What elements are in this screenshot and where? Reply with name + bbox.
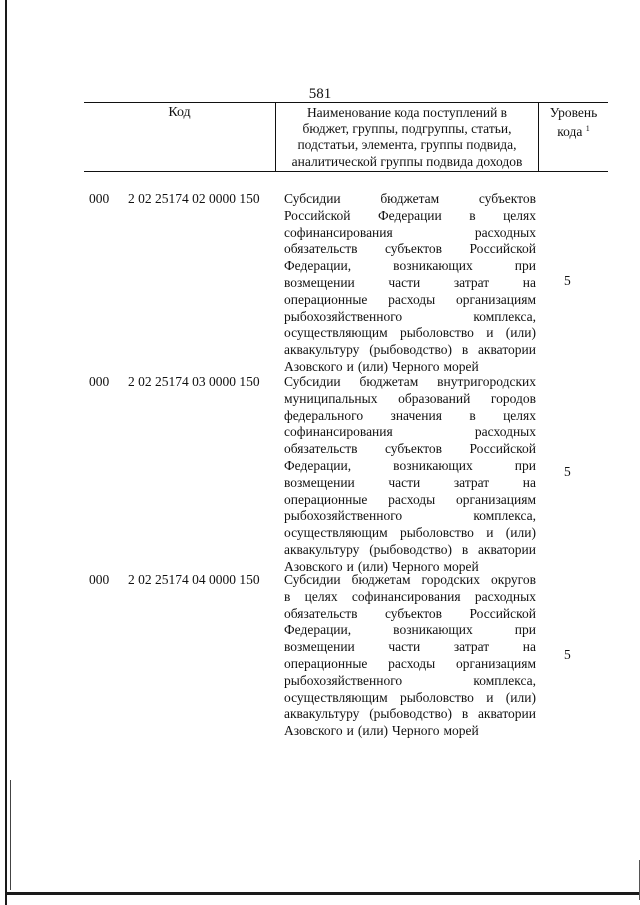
word: и [346, 723, 354, 739]
word: обязательств [284, 605, 358, 621]
word: морей [443, 723, 479, 739]
text-line [284, 656, 536, 673]
word: расходы [388, 291, 436, 307]
header-level-line: Уровень [549, 105, 598, 120]
word: рыбохозяйственного [284, 672, 403, 688]
word: Российской [469, 441, 536, 457]
word: возникающих [393, 457, 473, 473]
word: расходы [388, 655, 436, 671]
word: софинансирования [284, 224, 393, 240]
word: в [469, 207, 476, 223]
word: образований [398, 390, 471, 406]
word: части [388, 474, 421, 490]
scan-left-border [5, 0, 7, 905]
word: организациям [455, 655, 536, 671]
revenue-name [284, 572, 536, 740]
word: внутригородских [437, 374, 536, 389]
text-line [284, 690, 536, 707]
word: осуществляющим [284, 325, 388, 341]
word: операционные [284, 491, 368, 507]
word: обязательств [284, 441, 358, 457]
word: (рыбоводство) [369, 706, 453, 722]
word: бюджетам [359, 374, 419, 389]
word: части [388, 639, 421, 655]
word: осуществляющим [284, 525, 388, 541]
text-line [284, 589, 536, 606]
text-line [284, 208, 536, 225]
word: Федерации, [284, 258, 352, 274]
word: субъектов [478, 191, 536, 206]
table-header [84, 102, 608, 172]
word: и [486, 689, 494, 705]
header-level [539, 105, 608, 140]
word: при [514, 258, 536, 274]
word: морей [443, 358, 479, 374]
word: аквакультуру [284, 541, 360, 557]
word: части [388, 274, 421, 290]
admin-code: 000 [89, 191, 110, 206]
text-line [284, 342, 536, 359]
text-line [284, 706, 536, 723]
word: городских [421, 572, 481, 587]
word: Азовского [284, 723, 343, 739]
word: возмещении [284, 639, 355, 655]
word: (рыбоводство) [369, 342, 453, 358]
word: на [522, 639, 536, 655]
word: целях [304, 588, 338, 604]
header-level-text: кода [557, 124, 583, 140]
word: Азовского [284, 558, 343, 574]
word: Черного [392, 558, 440, 574]
word: Федерации, [284, 457, 352, 473]
text-line [284, 309, 536, 326]
word: возмещении [284, 274, 355, 290]
word: софинансирования [284, 424, 393, 440]
text-line [284, 639, 536, 656]
word: и [346, 558, 354, 574]
word: Азовского [284, 358, 343, 374]
text-line [284, 441, 536, 458]
word: округов [491, 572, 536, 587]
word: рыболовство [399, 325, 474, 341]
text-line [284, 374, 536, 391]
text-line [284, 572, 536, 589]
word: организациям [455, 491, 536, 507]
text-line [284, 325, 536, 342]
revenue-code: 2 02 25174 02 0000 150 [128, 191, 260, 206]
scan-bottom-border [5, 892, 640, 895]
word: расходы [388, 491, 436, 507]
text-line [284, 673, 536, 690]
level-value: 5 [564, 273, 571, 288]
text-line [284, 458, 536, 475]
level-value: 5 [564, 464, 571, 479]
text-line [284, 424, 536, 441]
text-line [284, 525, 536, 542]
footnote-marker: 1 [585, 124, 590, 134]
text-line [284, 408, 536, 425]
word: затрат [453, 474, 490, 490]
word: комплекса, [473, 508, 536, 524]
admin-code: 000 [89, 374, 110, 389]
word: возмещении [284, 474, 355, 490]
word: бюджетам [380, 191, 440, 206]
word: рыболовство [399, 689, 474, 705]
word: (или) [505, 325, 536, 341]
text-line [284, 241, 536, 258]
word: в [461, 342, 469, 358]
header-level-line [539, 121, 608, 140]
word: Российской [469, 241, 536, 257]
word: целях [503, 207, 536, 223]
word: (или) [357, 723, 389, 739]
text-line [284, 542, 536, 559]
word: комплекса, [473, 672, 536, 688]
word: Субсидии [284, 572, 341, 587]
word: значения [390, 407, 442, 423]
text-line [284, 191, 536, 208]
text-line [284, 508, 536, 525]
revenue-code: 2 02 25174 03 0000 150 [128, 374, 260, 389]
revenue-name [284, 374, 536, 576]
word: акватории [477, 706, 536, 722]
word: операционные [284, 655, 368, 671]
word: (или) [357, 558, 389, 574]
word: софинансирования [351, 588, 461, 604]
word: Федерации [378, 207, 442, 223]
word: при [514, 622, 536, 638]
text-line [284, 292, 536, 309]
word: затрат [453, 274, 490, 290]
word: в [461, 706, 469, 722]
word: акватории [477, 541, 536, 557]
level-value: 5 [564, 647, 571, 662]
word: аквакультуру [284, 706, 360, 722]
text-line [284, 275, 536, 292]
word: на [522, 474, 536, 490]
text-line [284, 258, 536, 275]
word: морей [443, 558, 479, 574]
word: рыболовство [399, 525, 474, 541]
word: и [486, 525, 494, 541]
word: Российской [284, 207, 351, 223]
word: субъектов [384, 241, 443, 257]
word: при [514, 457, 536, 473]
header-code: Код [168, 105, 191, 120]
word: комплекса, [473, 308, 536, 324]
word: Федерации, [284, 622, 352, 638]
word: возникающих [393, 258, 473, 274]
word: возникающих [393, 622, 473, 638]
word: субъектов [384, 605, 443, 621]
word: в [469, 407, 476, 423]
word: (или) [505, 689, 536, 705]
word: в [461, 541, 469, 557]
word: Российской [469, 605, 536, 621]
word: муниципальных [284, 390, 378, 406]
word: Черного [392, 723, 440, 739]
word: операционные [284, 291, 368, 307]
header-name-line: подстатьи, элемента, группы подвида, [297, 137, 517, 153]
header-name-line: Наименование кода поступлений в [306, 105, 508, 120]
word: рыбохозяйственного [284, 308, 403, 324]
word: (или) [505, 525, 536, 541]
admin-code: 000 [89, 572, 110, 587]
header-name-line: аналитической группы подвида доходов [291, 153, 523, 169]
text-line [284, 622, 536, 639]
word: расходных [474, 224, 536, 240]
word: городов [490, 390, 536, 406]
word: и [486, 325, 494, 341]
text-line [284, 606, 536, 623]
word: на [522, 274, 536, 290]
text-line [284, 723, 536, 740]
word: обязательств [284, 241, 358, 257]
word: расходных [474, 588, 536, 604]
word: и [346, 358, 354, 374]
word: затрат [453, 639, 490, 655]
header-name [276, 105, 538, 170]
header-name-line: бюджет, группы, подгруппы, статьи, [302, 121, 512, 137]
scan-left-inner-border [10, 780, 11, 890]
word: рыбохозяйственного [284, 508, 403, 524]
word: организациям [455, 291, 536, 307]
word: (рыбоводство) [369, 541, 453, 557]
word: (или) [357, 358, 389, 374]
text-line [284, 225, 536, 242]
word: аквакультуру [284, 342, 360, 358]
revenue-name [284, 191, 536, 376]
word: расходных [474, 424, 536, 440]
word: в [284, 588, 291, 604]
revenue-code: 2 02 25174 04 0000 150 [128, 572, 260, 587]
text-line [284, 475, 536, 492]
page-number: 581 [308, 86, 332, 102]
word: Субсидии [284, 374, 341, 389]
word: акватории [477, 342, 536, 358]
word: федерального [284, 407, 364, 423]
word: субъектов [384, 441, 443, 457]
text-line [284, 492, 536, 509]
text-line [284, 391, 536, 408]
word: Субсидии [284, 191, 341, 206]
word: осуществляющим [284, 689, 388, 705]
word: Черного [392, 358, 440, 374]
word: бюджетам [351, 572, 411, 587]
word: целях [503, 407, 536, 423]
